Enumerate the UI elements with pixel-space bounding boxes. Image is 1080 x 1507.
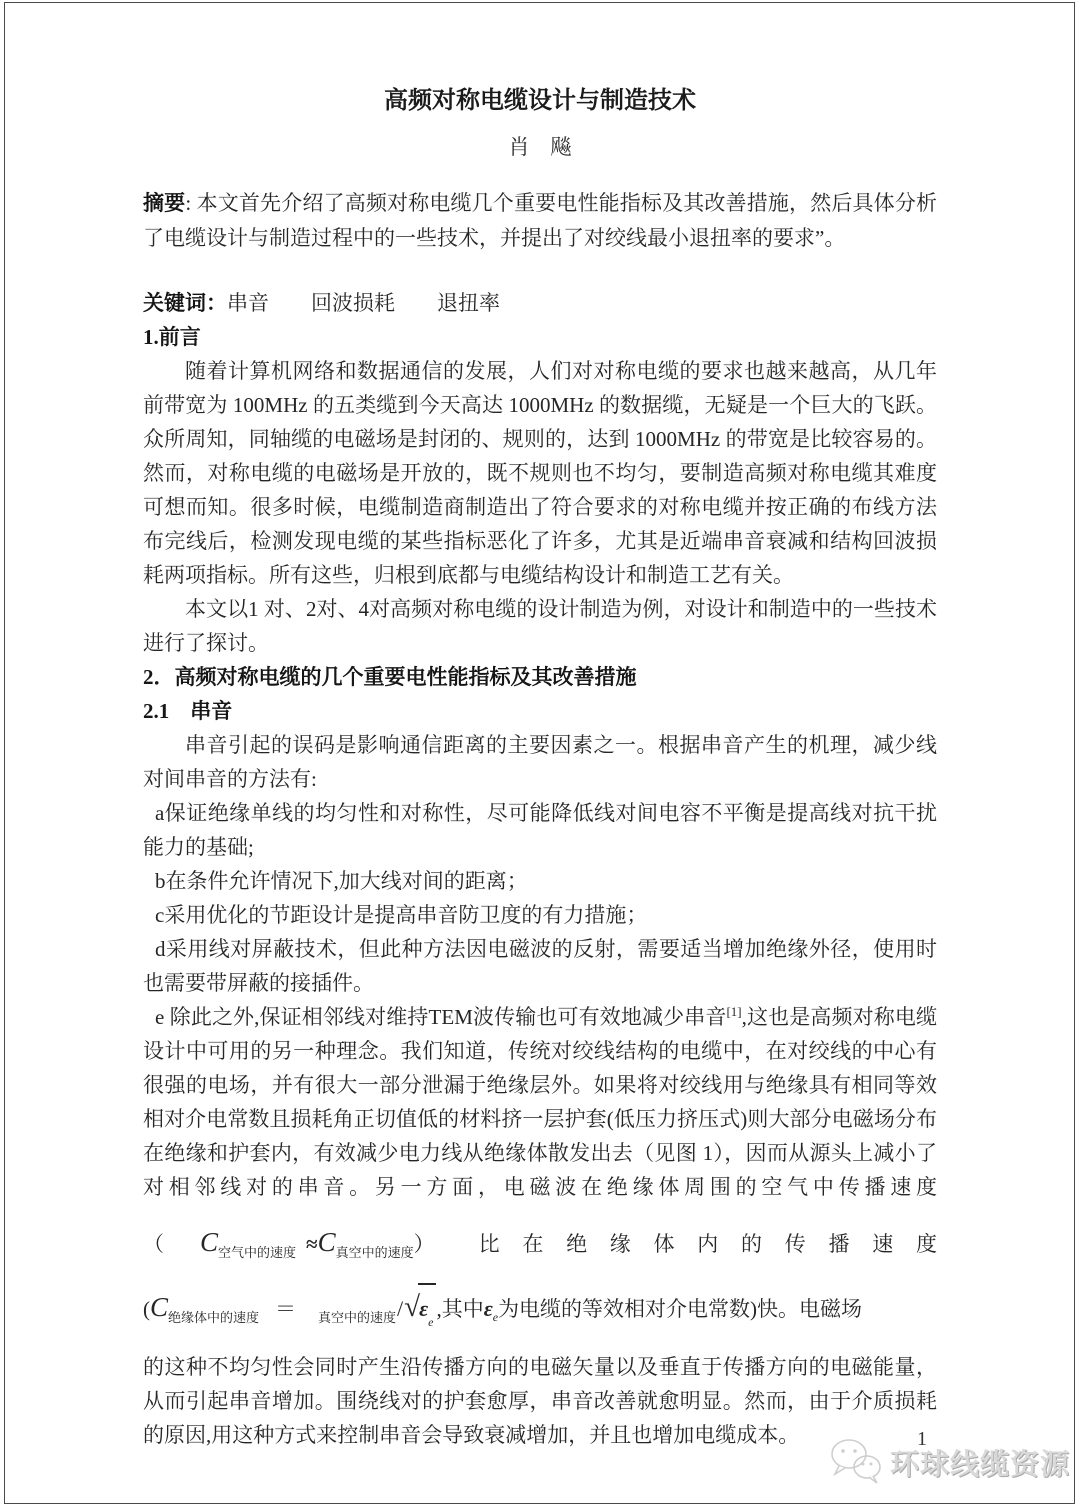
formula1-subscript-vacuum: 真空中的速度 xyxy=(335,1245,414,1260)
watermark xyxy=(828,1436,1070,1488)
keywords-line xyxy=(143,286,937,320)
sqrt-radicand xyxy=(418,1283,436,1340)
formula1-close-paren: ） xyxy=(413,1232,435,1256)
equal-sign: ＝ xyxy=(275,1297,297,1321)
formula2-subscript-insulation: 绝缘体中的速度 xyxy=(168,1310,260,1325)
crosstalk-intro-paragraph: 串音引起的误码是影响通信距离的主要因素之一。根据串音产生的机理，减少线对间串音的方法有: xyxy=(143,733,937,791)
formula2-symbol-c-insulation: C xyxy=(150,1292,169,1322)
keywords-text: 串音 回波损耗 退扭率 xyxy=(227,291,500,315)
item-e-text-pre: e 除此之外,保证相邻线对维持TEM波传输也可有效地减少串音 xyxy=(155,1005,727,1029)
epsilon-subscript: e xyxy=(428,1315,434,1330)
epsilon-symbol-2: ε xyxy=(483,1296,493,1321)
formula1-symbol-c-air: C xyxy=(200,1227,219,1257)
watermark-text: 环球线缆资源 xyxy=(890,1448,1071,1481)
crosstalk-item-e xyxy=(143,1000,937,1204)
item-e-text-post: ,这也是高频对称电缆设计中可用的另一种理念。我们知道，传统对绞线结构的电缆中，在对绞线的中心有很强的电场，并有很大一部分泄漏于绝缘层外。如果将对绞线用与绝缘具有相同等效相对介电常数且损耗角正切值低的材料挤一层护套(低压力挤压式)则大部分电磁场分布在绝缘和护套内，有效减少电力线从绝缘体散发出去（见图 1），因而从源头上减小了对相邻线对的串音。另一方面，电磁波在绝缘体周围的空气中传播速度 xyxy=(143,1005,937,1199)
crosstalk-tail-paragraph: 的这种不均匀性会同时产生沿传播方向的电磁矢量以及垂直于传播方向的电磁能量，从而引起串音增加。围绕线对的护套愈厚，串音改善就愈明显。然而，由于介质损耗的原因,用这种方式来控制串音会导致衰减增加，并且也增加电缆成本。 xyxy=(143,1355,937,1448)
formula1-symbol-c-vacuum: C xyxy=(317,1227,336,1257)
approx-equal-sign: ≈ xyxy=(306,1232,318,1256)
intro-paragraph-1: 随着计算机网络和数据通信的发展，人们对对称电缆的要求也越来越高，从几年前带宽为 100MHz 的五类缆到今天高达 1000MHz 的数据缆，无疑是一个巨大的飞跃。众所周知，同轴缆的电磁场是封闭的、规则的，达到 1000MHz 的带宽是比较容易的。然而，对称电缆的电磁场是开放的，既不规则也不均匀，要制造高频对称电缆其难度可想而知。很多时候，电缆制造商制造出了符合要求的对称电缆并按正确的布线方法布完线后，检测发现电缆的某些指标恶化了许多，尤其是近端串音衰减和结构回波损耗两项指标。所有这些，归根到底都与电缆结构设计和制造工艺有关。 xyxy=(143,359,937,587)
footnote-reference: [1] xyxy=(726,1004,742,1019)
crosstalk-item-b: b在条件允许情况下,加大线对间的距离； xyxy=(155,869,528,893)
intro-paragraph-2: 本文以1 对、2对、4对高频对称电缆的设计制造为例，对设计和制造中的一些技术进行了探讨。 xyxy=(143,597,937,655)
subsection-heading-crosstalk: 2.1 串音 xyxy=(143,699,233,723)
formula1-open-paren: （ xyxy=(143,1232,164,1256)
page-number: 1 xyxy=(917,1428,927,1450)
abstract-paragraph xyxy=(143,186,937,256)
formula-line-2 xyxy=(143,1283,937,1340)
divide-slash: / xyxy=(397,1296,404,1321)
page-title: 高频对称电缆设计与制造技术 xyxy=(384,88,696,114)
formula2-open-paren: ( xyxy=(143,1297,150,1321)
abstract-text: : 本文首先介绍了高频对称电缆几个重要电性能指标及其改善措施，然后具体分析了电缆设计与制造过程中的一些技术，并提出了对绞线最小退扭率的要求”。 xyxy=(143,191,937,250)
section-heading-main: 2．高频对称电缆的几个重要电性能指标及其改善措施 xyxy=(143,665,637,689)
sqrt-sign: √ xyxy=(404,1291,419,1323)
crosstalk-item-c: c采用优化的节距设计是提高串音防卫度的有力措施； xyxy=(155,903,648,927)
keywords-label: 关键词： xyxy=(143,291,227,315)
formula2-subscript-vacuum: 真空中的速度 xyxy=(318,1310,397,1325)
epsilon-symbol: ε xyxy=(419,1296,429,1321)
wechat-icon xyxy=(828,1436,884,1488)
crosstalk-item-d: d采用线对屏蔽技术，但此种方法因电磁波的反射，需要适当增加绝缘外径，使用时也需要带屏蔽的接插件。 xyxy=(143,937,937,995)
formula1-tail-text: 比 在 绝 缘 体 内 的 传 播 速 度 xyxy=(478,1232,937,1256)
formula2-mid-text: ,其中 xyxy=(436,1297,484,1321)
formula2-tail-text: 为电缆的等效相对介电常数)快。电磁场 xyxy=(498,1297,863,1321)
section-heading-intro: 1.前言 xyxy=(143,325,201,349)
crosstalk-item-a: a保证绝缘单线的均匀性和对称性，尽可能降低线对间电容不平衡是提高线对抗干扰能力的基础; xyxy=(143,801,937,859)
formula1-subscript-air: 空气中的速度 xyxy=(218,1245,297,1260)
author-name: 肖 飚 xyxy=(508,135,572,159)
epsilon-subscript-2: e xyxy=(492,1310,499,1324)
document-content xyxy=(143,0,937,1452)
formula-line-1 xyxy=(143,1220,937,1269)
abstract-label: 摘要 xyxy=(143,191,186,215)
